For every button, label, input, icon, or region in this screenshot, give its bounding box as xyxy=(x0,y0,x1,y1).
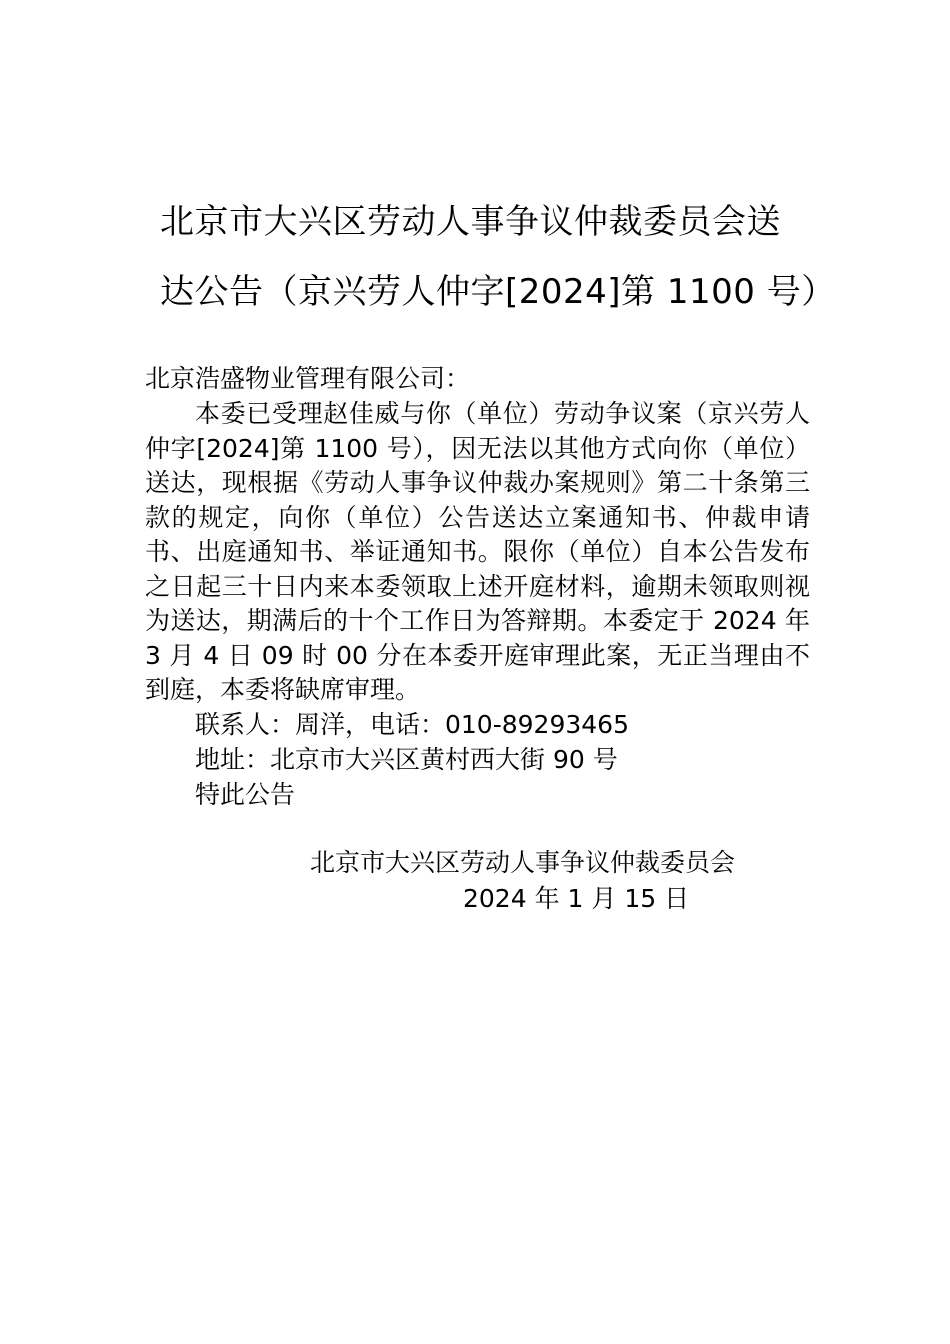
document-title-line-2: 达公告（京兴劳人仲字[2024]第 1100 号） xyxy=(160,272,836,312)
contact-line: 联系人：周洋，电话：010-89293465 xyxy=(195,710,629,739)
address-line: 地址：北京市大兴区黄村西大街 90 号 xyxy=(195,745,618,774)
signature-date: 2024 年 1 月 15 日 xyxy=(463,884,690,913)
document-title-line-1: 北京市大兴区劳动人事争议仲裁委员会送 xyxy=(160,202,781,242)
signature-organization: 北京市大兴区劳动人事争议仲裁委员会 xyxy=(310,848,736,877)
notice-body-paragraph: 本委已受理赵佳威与你（单位）劳动争议案（京兴劳人仲字[2024]第 1100 号），因无法以其他方式向你（单位）送达，现根据《劳动人事争议仲裁办案规则》第二十条第三款的规定，向你（单位）公告送达立案通知书、仲裁申请书、出庭通知书、举证通知书。限你（单位）自本公告发布之日起三十日内来本委领取上述开庭材料，逾期未领取则视为送达，期满后的十个工作日为答辩期。本委定于 2024 年 3 月 4 日 09 时 00 分在本委开庭审理此案，无正当理由不到庭，本委将缺席审理。 xyxy=(145,399,810,704)
addressee: 北京浩盛物业管理有限公司： xyxy=(145,364,471,393)
closing-line: 特此公告 xyxy=(195,780,296,809)
